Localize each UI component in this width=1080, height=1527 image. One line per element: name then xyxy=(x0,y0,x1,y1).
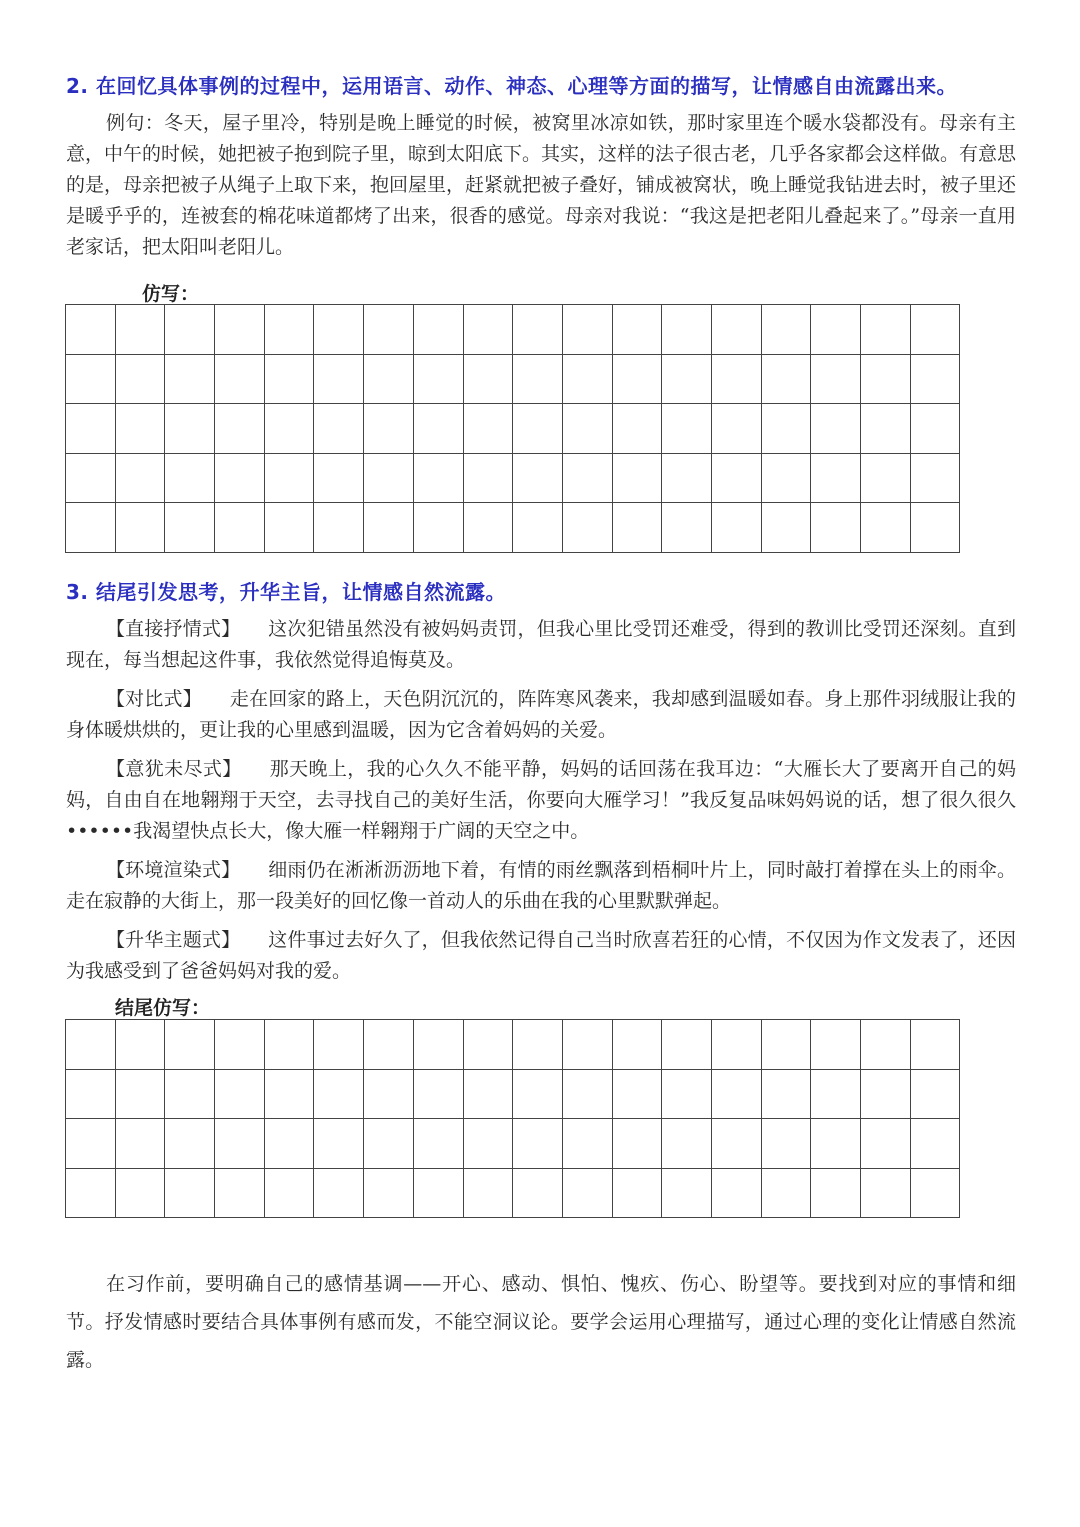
grid-cell[interactable] xyxy=(115,404,165,454)
grid-cell[interactable] xyxy=(513,404,563,454)
grid-cell[interactable] xyxy=(66,503,116,553)
grid-cell[interactable] xyxy=(811,1168,861,1218)
grid-cell[interactable] xyxy=(115,1069,165,1119)
grid-cell[interactable] xyxy=(66,1119,116,1169)
grid-cell[interactable] xyxy=(910,453,960,503)
grid-cell[interactable] xyxy=(612,404,662,454)
grid-cell[interactable] xyxy=(662,1069,712,1119)
grid-cell[interactable] xyxy=(264,453,314,503)
grid-cell[interactable] xyxy=(711,404,761,454)
grid-row xyxy=(66,1069,960,1119)
grid-cell[interactable] xyxy=(612,1020,662,1070)
grid-cell[interactable] xyxy=(165,1119,215,1169)
grid-cell[interactable] xyxy=(463,1168,513,1218)
grid-cell[interactable] xyxy=(364,305,414,355)
grid-cell[interactable] xyxy=(562,1069,612,1119)
grid-cell[interactable] xyxy=(215,404,265,454)
section2-heading: 2. 在回忆具体事例的过程中，运用语言、动作、神态、心理等方面的描写，让情感自由流露出来。 xyxy=(66,74,957,98)
grid-cell[interactable] xyxy=(861,305,911,355)
grid-row xyxy=(66,305,960,355)
grid-cell[interactable] xyxy=(761,1020,811,1070)
grid-cell[interactable] xyxy=(711,503,761,553)
grid-cell[interactable] xyxy=(413,1119,463,1169)
grid-cell[interactable] xyxy=(463,1119,513,1169)
grid-row xyxy=(66,453,960,503)
ending-tag: 【对比式】 xyxy=(106,688,202,710)
grid-cell[interactable] xyxy=(513,1069,563,1119)
grid-cell[interactable] xyxy=(711,1069,761,1119)
grid-cell[interactable] xyxy=(711,1168,761,1218)
grid-cell[interactable] xyxy=(562,503,612,553)
grid-cell[interactable] xyxy=(264,1020,314,1070)
grid-cell[interactable] xyxy=(861,453,911,503)
grid-cell[interactable] xyxy=(314,1119,364,1169)
grid-cell[interactable] xyxy=(364,1020,414,1070)
grid-cell[interactable] xyxy=(910,305,960,355)
grid-cell[interactable] xyxy=(761,1168,811,1218)
grid-cell[interactable] xyxy=(264,305,314,355)
grid-cell[interactable] xyxy=(861,354,911,404)
ending-practice-label: 结尾仿写： xyxy=(115,997,211,1019)
grid-cell[interactable] xyxy=(711,354,761,404)
grid-cell[interactable] xyxy=(413,503,463,553)
ending-example-1 xyxy=(66,614,1016,676)
grid-cell[interactable] xyxy=(562,1168,612,1218)
grid-cell[interactable] xyxy=(314,1020,364,1070)
grid-cell[interactable] xyxy=(662,354,712,404)
grid-cell[interactable] xyxy=(413,305,463,355)
grid-cell[interactable] xyxy=(612,354,662,404)
grid-cell[interactable] xyxy=(662,1020,712,1070)
grid-cell[interactable] xyxy=(264,1168,314,1218)
grid-cell[interactable] xyxy=(513,354,563,404)
grid-cell[interactable] xyxy=(513,1020,563,1070)
ending-example-2 xyxy=(66,684,1016,746)
ending-tag: 【升华主题式】 xyxy=(106,929,241,951)
writing-grid-2[interactable] xyxy=(65,1019,960,1218)
grid-cell[interactable] xyxy=(215,1168,265,1218)
grid-cell[interactable] xyxy=(761,503,811,553)
ending-text: 这件事过去好久了，但我依然记得自己当时欣喜若狂的心情，不仅因为作文发表了，还因为我感受到了爸爸妈妈对我的爱。 xyxy=(66,929,1016,982)
grid-cell[interactable] xyxy=(165,305,215,355)
grid-cell[interactable] xyxy=(662,305,712,355)
grid-cell[interactable] xyxy=(612,453,662,503)
grid-cell[interactable] xyxy=(215,305,265,355)
grid-cell[interactable] xyxy=(910,1020,960,1070)
grid-cell[interactable] xyxy=(662,453,712,503)
ending-text: 那天晚上，我的心久久不能平静，妈妈的话回荡在我耳边：“大雁长大了要离开自己的妈妈，自由自在地翱翔于天空，去寻找自己的美好生活，你要向大雁学习！”我反复品味妈妈说的话，想了很久很久••••••我渴望快点长大，像大雁一样翱翔于广阔的天空之中。 xyxy=(66,758,1016,842)
grid-cell[interactable] xyxy=(115,305,165,355)
grid-cell[interactable] xyxy=(314,305,364,355)
grid-cell[interactable] xyxy=(364,503,414,553)
grid-cell[interactable] xyxy=(364,453,414,503)
grid-cell[interactable] xyxy=(463,354,513,404)
grid-cell[interactable] xyxy=(513,1119,563,1169)
grid-cell[interactable] xyxy=(861,1020,911,1070)
grid-cell[interactable] xyxy=(562,1119,612,1169)
grid-cell[interactable] xyxy=(910,1168,960,1218)
grid-cell[interactable] xyxy=(612,1119,662,1169)
grid-cell[interactable] xyxy=(811,1119,861,1169)
grid-cell[interactable] xyxy=(662,503,712,553)
grid-cell[interactable] xyxy=(115,1020,165,1070)
grid-cell[interactable] xyxy=(861,1069,911,1119)
grid-cell[interactable] xyxy=(66,404,116,454)
grid-cell[interactable] xyxy=(364,1119,414,1169)
section2-example: 例句：冬天，屋子里冷，特别是晚上睡觉的时候，被窝里冰凉如铁，那时家里连个暖水袋都没有。母亲有主意，中午的时候，她把被子抱到院子里，晾到太阳底下。其实，这样的法子很古老，几乎各家都会这样做。有意思的是，母亲把被子从绳子上取下来，抱回屋里，赶紧就把被子叠好，铺成被窝状，晚上睡觉我钻进去时，被子里还是暖乎乎的，连被套的棉花味道都烤了出来，很香的感觉。母亲对我说：“我这是把老阳儿叠起来了。”母亲一直用老家话，把太阳叫老阳儿。 xyxy=(66,112,1017,258)
grid-cell[interactable] xyxy=(115,1119,165,1169)
grid-cell[interactable] xyxy=(562,453,612,503)
grid-cell[interactable] xyxy=(66,1020,116,1070)
grid-row xyxy=(66,404,960,454)
grid-cell[interactable] xyxy=(861,1119,911,1169)
grid-cell[interactable] xyxy=(115,1168,165,1218)
grid-cell[interactable] xyxy=(215,354,265,404)
ending-example-4 xyxy=(66,855,1016,917)
grid-cell[interactable] xyxy=(314,503,364,553)
grid-cell[interactable] xyxy=(811,404,861,454)
ending-text: 这次犯错虽然没有被妈妈责罚，但我心里比受罚还难受，得到的教训比受罚还深刻。直到现在，每当想起这件事，我依然觉得追悔莫及。 xyxy=(66,618,1016,671)
ending-example-5 xyxy=(66,925,1016,987)
grid-cell[interactable] xyxy=(513,453,563,503)
grid-cell[interactable] xyxy=(264,1119,314,1169)
grid-cell[interactable] xyxy=(811,305,861,355)
grid-cell[interactable] xyxy=(910,503,960,553)
grid-cell[interactable] xyxy=(314,1168,364,1218)
grid-cell[interactable] xyxy=(364,404,414,454)
grid-row xyxy=(66,1168,960,1218)
grid-cell[interactable] xyxy=(314,404,364,454)
grid-cell[interactable] xyxy=(761,354,811,404)
ending-example-3 xyxy=(66,754,1016,847)
writing-grid-1[interactable] xyxy=(65,304,960,553)
grid-cell[interactable] xyxy=(165,1168,215,1218)
grid-cell[interactable] xyxy=(66,354,116,404)
grid-cell[interactable] xyxy=(910,354,960,404)
grid-cell[interactable] xyxy=(463,503,513,553)
grid-cell[interactable] xyxy=(761,1119,811,1169)
grid-cell[interactable] xyxy=(364,1168,414,1218)
grid-cell[interactable] xyxy=(264,503,314,553)
grid-cell[interactable] xyxy=(463,305,513,355)
grid-cell[interactable] xyxy=(662,404,712,454)
grid-cell[interactable] xyxy=(761,1069,811,1119)
grid-cell[interactable] xyxy=(910,1119,960,1169)
grid-cell[interactable] xyxy=(711,1020,761,1070)
grid-cell[interactable] xyxy=(413,1020,463,1070)
grid-cell[interactable] xyxy=(761,453,811,503)
grid-cell[interactable] xyxy=(612,305,662,355)
grid-cell[interactable] xyxy=(861,1168,911,1218)
grid-cell[interactable] xyxy=(662,1119,712,1169)
ending-text: 细雨仍在淅淅沥沥地下着，有情的雨丝飘落到梧桐叶片上，同时敲打着撑在头上的雨伞。走在寂静的大街上，那一段美好的回忆像一首动人的乐曲在我的心里默默弹起。 xyxy=(66,859,1016,912)
grid-cell[interactable] xyxy=(711,1119,761,1169)
grid-cell[interactable] xyxy=(562,1020,612,1070)
grid-cell[interactable] xyxy=(811,503,861,553)
grid-cell[interactable] xyxy=(861,404,911,454)
section3-heading: 3. 结尾引发思考，升华主旨，让情感自然流露。 xyxy=(66,580,506,604)
grid-cell[interactable] xyxy=(463,1069,513,1119)
grid-cell[interactable] xyxy=(811,453,861,503)
grid-cell[interactable] xyxy=(165,453,215,503)
grid-cell[interactable] xyxy=(413,354,463,404)
grid-row xyxy=(66,354,960,404)
grid-cell[interactable] xyxy=(314,1069,364,1119)
grid-cell[interactable] xyxy=(811,1020,861,1070)
grid-cell[interactable] xyxy=(562,354,612,404)
grid-cell[interactable] xyxy=(66,1168,116,1218)
ending-tag: 【直接抒情式】 xyxy=(106,618,241,640)
grid-cell[interactable] xyxy=(861,503,911,553)
ending-text: 走在回家的路上，天色阴沉沉的，阵阵寒风袭来，我却感到温暖如春。身上那件羽绒服让我的身体暖烘烘的，更让我的心里感到温暖，因为它含着妈妈的关爱。 xyxy=(66,688,1016,741)
grid-cell[interactable] xyxy=(215,453,265,503)
grid-cell[interactable] xyxy=(910,404,960,454)
grid-cell[interactable] xyxy=(711,305,761,355)
grid-cell[interactable] xyxy=(165,503,215,553)
grid-cell[interactable] xyxy=(513,503,563,553)
grid-cell[interactable] xyxy=(413,453,463,503)
ending-tag: 【环境渲染式】 xyxy=(106,859,241,881)
grid-row xyxy=(66,1119,960,1169)
ending-tag: 【意犹未尽式】 xyxy=(106,758,242,780)
grid-cell[interactable] xyxy=(463,453,513,503)
grid-cell[interactable] xyxy=(115,354,165,404)
grid-cell[interactable] xyxy=(115,453,165,503)
grid-cell[interactable] xyxy=(115,503,165,553)
grid-row xyxy=(66,1020,960,1070)
grid-cell[interactable] xyxy=(165,1020,215,1070)
grid-cell[interactable] xyxy=(761,305,811,355)
grid-cell[interactable] xyxy=(513,305,563,355)
grid-cell[interactable] xyxy=(413,404,463,454)
grid-cell[interactable] xyxy=(562,404,612,454)
grid-cell[interactable] xyxy=(364,1069,414,1119)
grid-cell[interactable] xyxy=(562,305,612,355)
grid-cell[interactable] xyxy=(66,1069,116,1119)
grid-cell[interactable] xyxy=(711,453,761,503)
grid-row xyxy=(66,503,960,553)
grid-cell[interactable] xyxy=(513,1168,563,1218)
grid-cell[interactable] xyxy=(612,1168,662,1218)
grid-cell[interactable] xyxy=(413,1069,463,1119)
grid-cell[interactable] xyxy=(662,1168,712,1218)
grid-cell[interactable] xyxy=(264,404,314,454)
grid-cell[interactable] xyxy=(612,1069,662,1119)
grid-cell[interactable] xyxy=(364,354,414,404)
grid-cell[interactable] xyxy=(165,354,215,404)
practice-label: 仿写： xyxy=(142,283,200,305)
grid-cell[interactable] xyxy=(811,1069,861,1119)
grid-cell[interactable] xyxy=(215,1119,265,1169)
grid-cell[interactable] xyxy=(612,503,662,553)
grid-cell[interactable] xyxy=(66,453,116,503)
grid-cell[interactable] xyxy=(910,1069,960,1119)
grid-cell[interactable] xyxy=(463,1020,513,1070)
grid-cell[interactable] xyxy=(264,1069,314,1119)
grid-cell[interactable] xyxy=(811,354,861,404)
grid-cell[interactable] xyxy=(66,305,116,355)
grid-cell[interactable] xyxy=(215,503,265,553)
grid-cell[interactable] xyxy=(413,1168,463,1218)
grid-cell[interactable] xyxy=(215,1020,265,1070)
grid-cell[interactable] xyxy=(264,354,314,404)
grid-cell[interactable] xyxy=(314,453,364,503)
grid-cell[interactable] xyxy=(165,1069,215,1119)
grid-cell[interactable] xyxy=(314,354,364,404)
grid-cell[interactable] xyxy=(215,1069,265,1119)
grid-cell[interactable] xyxy=(761,404,811,454)
grid-cell[interactable] xyxy=(463,404,513,454)
summary-paragraph: 在习作前，要明确自己的感情基调——开心、感动、惧怕、愧疚、伤心、盼望等。要找到对应的事情和细节。抒发情感时要结合具体事例有感而发，不能空洞议论。要学会运用心理描写，通过心理的变化让情感自然流露。 xyxy=(66,1273,1016,1371)
grid-cell[interactable] xyxy=(165,404,215,454)
